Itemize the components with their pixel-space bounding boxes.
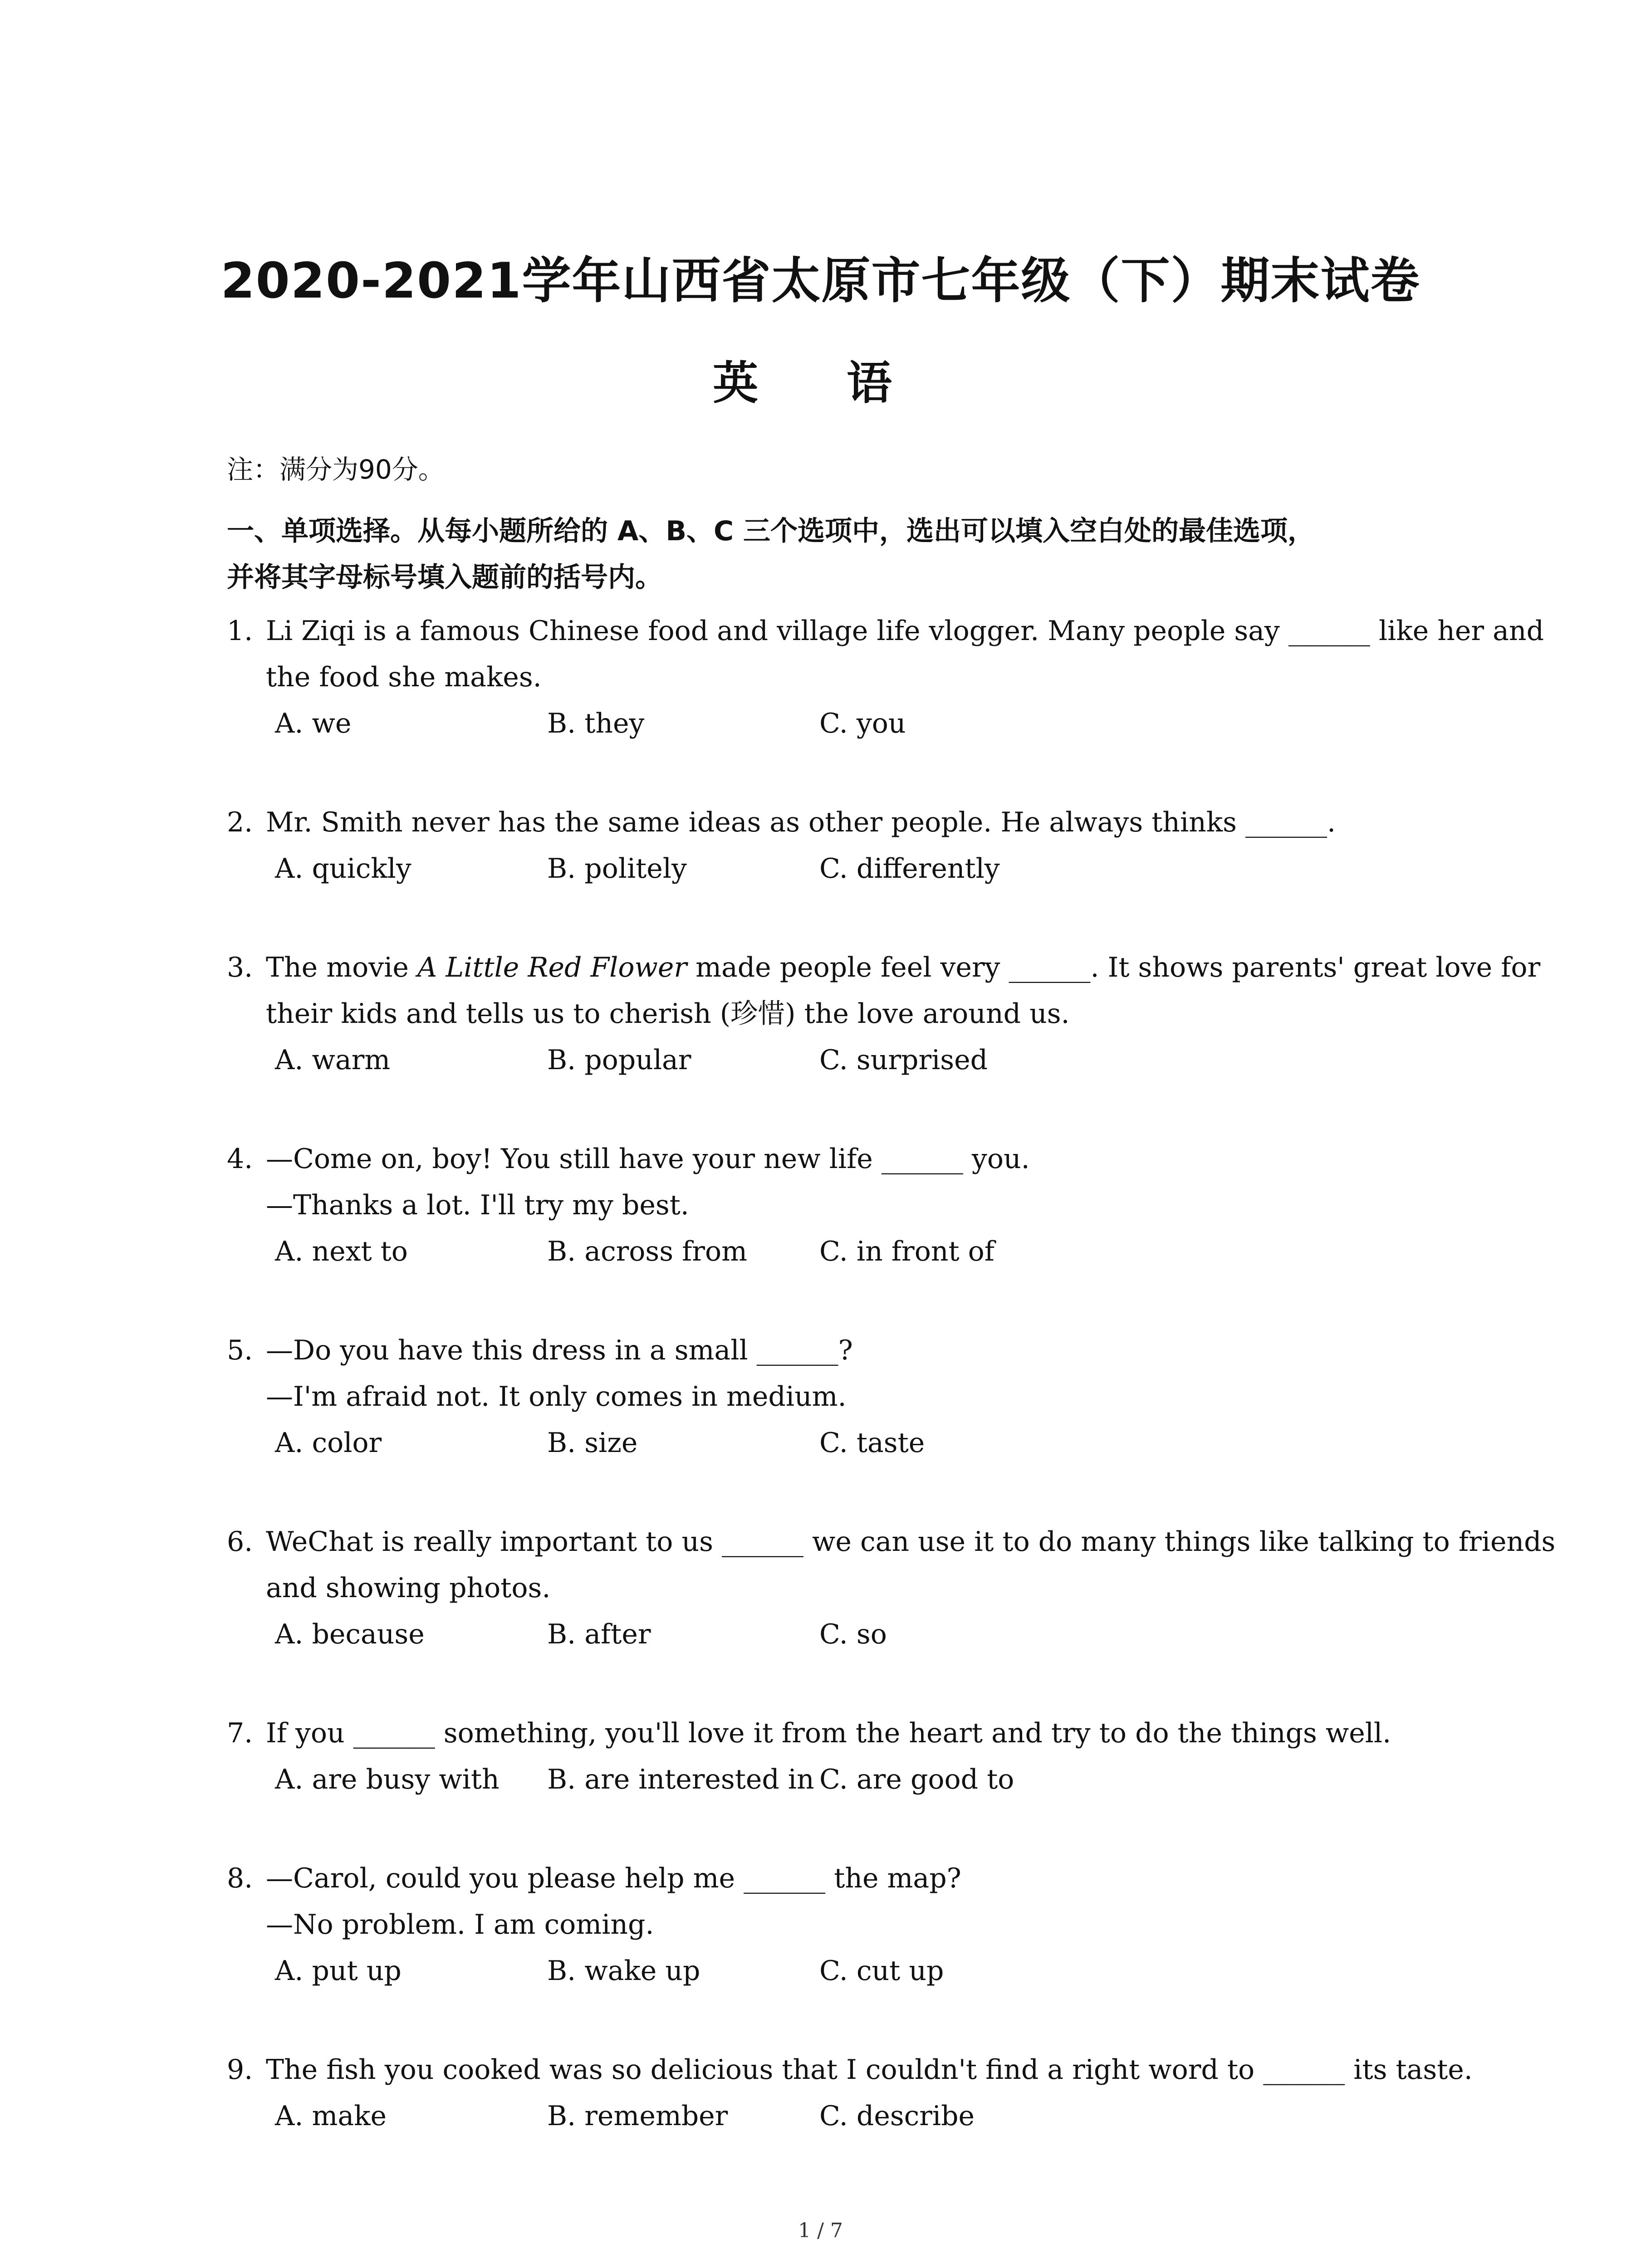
answer-options (227, 2093, 1452, 2139)
question-number: 1. (227, 615, 253, 647)
section-heading (227, 508, 1452, 601)
question-1 (227, 608, 1544, 747)
answer-options (227, 700, 1452, 747)
option-c: C. you (819, 708, 906, 739)
answer-options (227, 1948, 1452, 1994)
option-a: A. quickly (275, 853, 411, 885)
question-text-line: —I'm afraid not. It only comes in medium. (266, 1381, 847, 1413)
question-number: 7. (227, 1717, 253, 1749)
option-c: C. surprised (819, 1044, 988, 1076)
answer-options (227, 1420, 1452, 1466)
question-text-line: their kids and tells us to cherish (珍惜) the love around us. (266, 998, 1070, 1030)
question-number: 5. (227, 1334, 253, 1366)
option-a: A. make (275, 2100, 387, 2132)
option-b: B. are interested in (547, 1764, 814, 1795)
option-c: C. so (819, 1618, 887, 1650)
question-6 (227, 1519, 1556, 1657)
section-heading-line-1: 一、单项选择。从每小题所给的 A、B、C 三个选项中，选出可以填入空白处的最佳选项， (227, 515, 1315, 547)
answer-options (227, 1611, 1452, 1657)
question-text-line: the food she makes. (266, 661, 542, 693)
option-b: B. politely (547, 853, 687, 885)
option-b: B. wake up (547, 1955, 700, 1987)
option-a: A. put up (275, 1955, 402, 1987)
question-2 (227, 799, 1452, 892)
option-c: C. cut up (819, 1955, 944, 1987)
option-c: C. taste (819, 1427, 925, 1459)
movie-title: A Little Red Flower (417, 952, 687, 983)
option-b: B. they (547, 708, 645, 739)
option-a: A. warm (275, 1044, 391, 1076)
question-text-line: —Thanks a lot. I'll try my best. (266, 1189, 689, 1221)
question-number: 3. (227, 952, 253, 983)
question-number: 2. (227, 807, 253, 838)
option-c: C. differently (819, 853, 1000, 885)
answer-options (227, 846, 1452, 892)
question-text-line: If you ______ something, you'll love it from the heart and try to do the things well. (266, 1717, 1391, 1749)
answer-options (227, 1228, 1452, 1275)
question-number: 6. (227, 1526, 253, 1558)
option-c: C. are good to (819, 1764, 1014, 1795)
question-5 (227, 1327, 1452, 1466)
question-text-line: The fish you cooked was so delicious that I couldn't find a right word to ______ its taste. (266, 2054, 1473, 2086)
section-heading-line-2: 并将其字母标号填入题前的括号内。 (227, 562, 662, 593)
question-list (227, 608, 1556, 2139)
option-b: B. popular (547, 1044, 691, 1076)
option-c: C. describe (819, 2100, 975, 2132)
question-text-line: Mr. Smith never has the same ideas as other people. He always thinks ______. (266, 807, 1336, 838)
answer-options (227, 1756, 1452, 1803)
option-a: A. because (275, 1618, 425, 1650)
question-number: 4. (227, 1143, 253, 1175)
question-number: 8. (227, 1862, 253, 1894)
question-text-line: WeChat is really important to us ______ we can use it to do many things like talking to friends (266, 1526, 1556, 1558)
answer-options (227, 1037, 1452, 1083)
question-4 (227, 1136, 1452, 1275)
question-text-segment: made people feel very ______. It shows parents' great love for (687, 952, 1541, 983)
question-text-line (266, 944, 1540, 991)
page-title: 2020-2021学年山西省太原市七年级（下）期末试卷 (220, 253, 1421, 309)
question-text-line: —Do you have this dress in a small ______? (266, 1334, 853, 1366)
question-text-line: Li Ziqi is a famous Chinese food and village life vlogger. Many people say ______ like her and (266, 615, 1544, 647)
option-a: A. next to (275, 1236, 408, 1267)
option-b: B. across from (547, 1236, 747, 1267)
option-b: B. after (547, 1618, 651, 1650)
option-b: B. remember (547, 2100, 728, 2132)
question-3 (227, 944, 1541, 1083)
question-text-segment: The movie (266, 952, 417, 983)
question-text-line: —Carol, could you please help me ______ the map? (266, 1862, 961, 1894)
option-a: A. we (275, 708, 352, 739)
question-text-line: and showing photos. (266, 1572, 551, 1604)
option-c: C. in front of (819, 1236, 994, 1267)
option-a: A. color (275, 1427, 382, 1459)
question-8 (227, 1855, 1452, 1994)
question-text-line: —Come on, boy! You still have your new life ______ you. (266, 1143, 1030, 1175)
score-note: 注：满分为90分。 (227, 454, 445, 485)
question-number: 9. (227, 2054, 253, 2086)
question-9 (227, 2047, 1473, 2139)
question-7 (227, 1710, 1452, 1803)
option-a: A. are busy with (275, 1764, 500, 1795)
page-number: 1 / 7 (798, 2219, 843, 2242)
option-b: B. size (547, 1427, 638, 1459)
question-text-line: —No problem. I am coming. (266, 1909, 654, 1941)
subject-title: 英 语 (713, 357, 928, 410)
